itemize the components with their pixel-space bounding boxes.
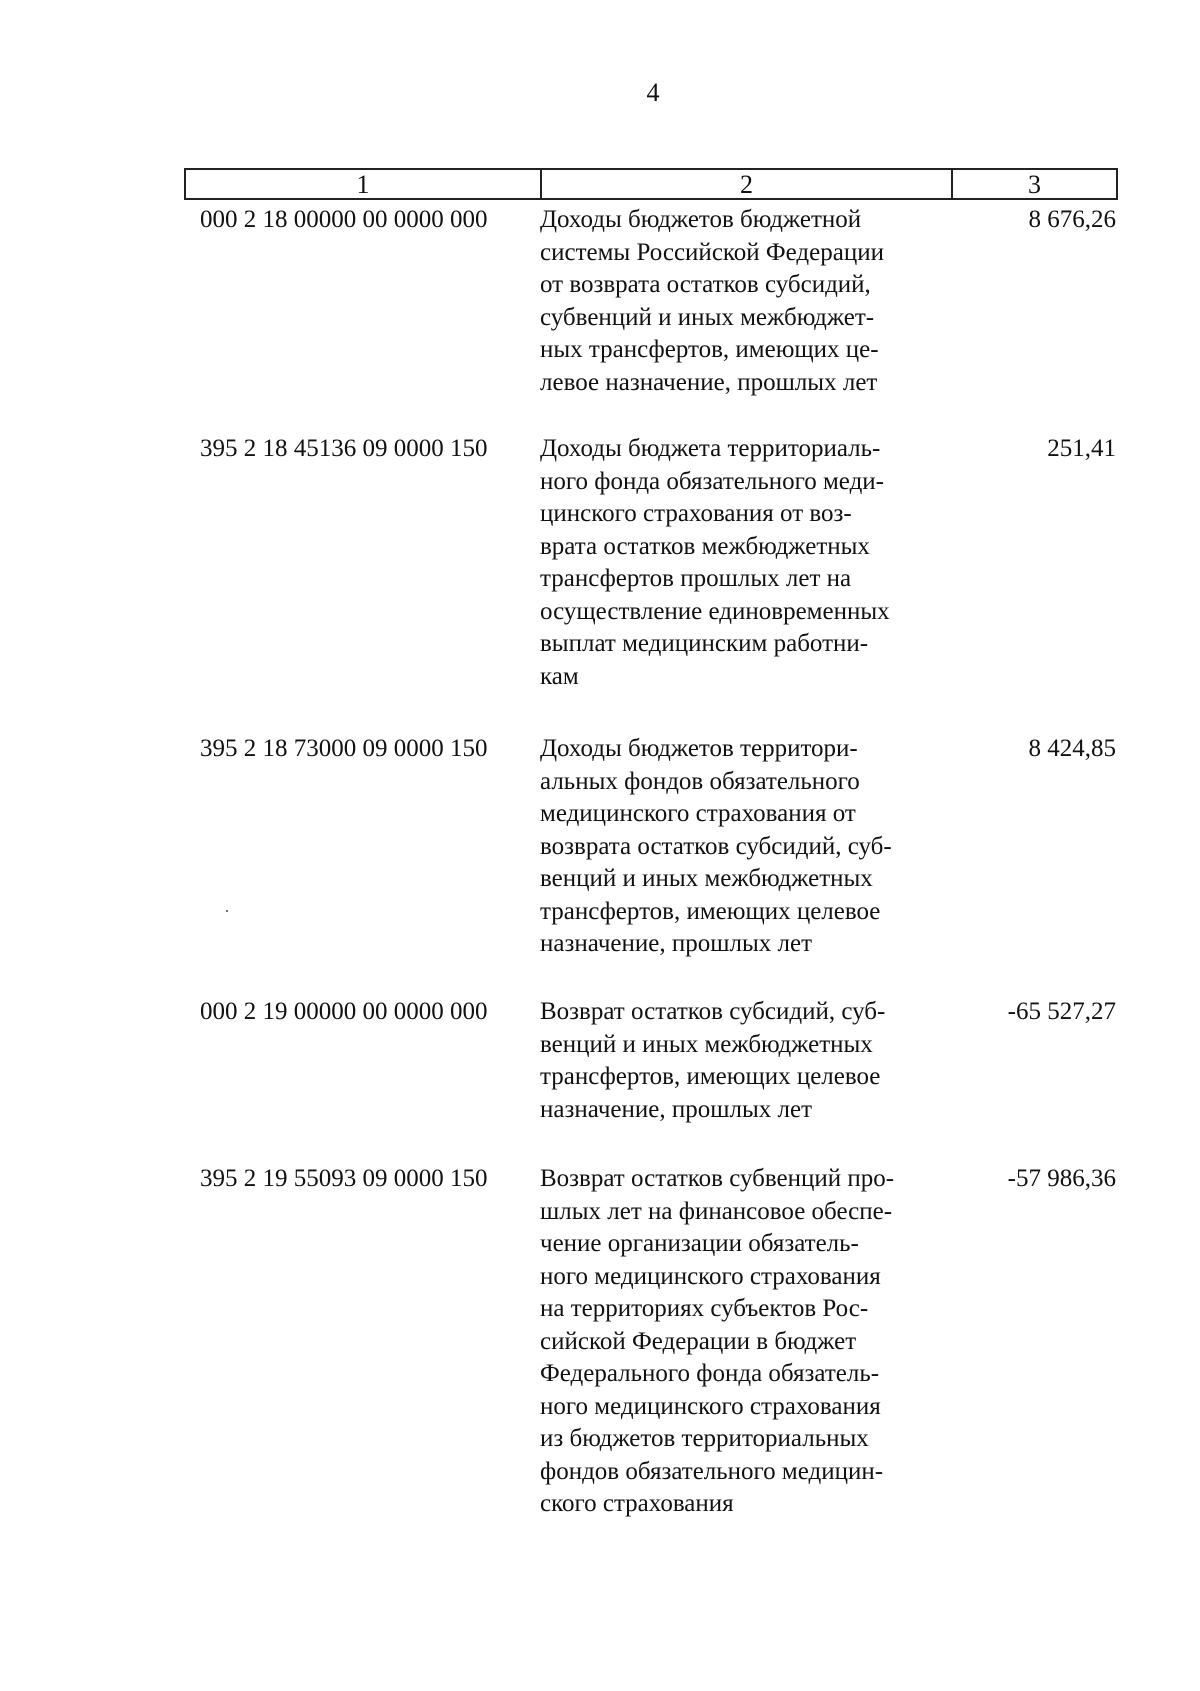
page-number: 4 <box>646 78 660 107</box>
table-header <box>184 168 1118 200</box>
header-column-2: 2 <box>542 170 953 198</box>
row-amount: 8 424,85 <box>1028 735 1116 762</box>
row-description: Доходы бюджетов территори- альных фондов обязательного медицинского страхования от возврата остатков субсидий, суб- венций и иных межбюджетных трансфертов, имеющих целевое назначение, прошлых лет <box>540 735 892 957</box>
row-amount: -65 527,27 <box>1007 998 1116 1025</box>
row-description: Доходы бюджета территориаль- ного фонда обязательного меди- цинского страхования от воз- врата остатков межбюджетных трансфертов прошлых лет на осуществление единовременных выплат медицинским работни- кам <box>540 435 890 690</box>
header-column-1: 1 <box>186 170 542 198</box>
row-code: 395 2 18 73000 09 0000 150 <box>200 735 488 762</box>
row-amount: 8 676,26 <box>1028 206 1116 233</box>
row-code: 395 2 19 55093 09 0000 150 <box>200 1165 488 1192</box>
header-column-3: 3 <box>1028 170 1041 199</box>
row-description: Возврат остатков субсидий, суб- венций и иных межбюджетных трансфертов, имеющих целевое назначение, прошлых лет <box>540 998 886 1123</box>
row-code: 000 2 18 00000 00 0000 000 <box>200 206 488 233</box>
row-amount: -57 986,36 <box>1007 1165 1116 1192</box>
row-description: Возврат остатков субвенций про- шлых лет на финансовое обеспе- чение организации обязатель- ного медицинского страхования на территориях субъектов Рос- сийской Федерации в бюджет Федерального фонда обязатель- ного медицинского страхования из бюджетов территориальных фондов обязательного медицин- ского страхования <box>540 1165 895 1517</box>
row-amount: 251,41 <box>1047 435 1116 462</box>
scan-speck <box>226 910 228 912</box>
row-description: Доходы бюджетов бюджетной системы Российской Федерации от возврата остатков субсидий, субвенций и иных межбюджет- ных трансфертов, имеющих це- левое назначение, прошлых лет <box>540 206 884 396</box>
row-code: 000 2 19 00000 00 0000 000 <box>200 998 488 1025</box>
row-code: 395 2 18 45136 09 0000 150 <box>200 435 488 462</box>
